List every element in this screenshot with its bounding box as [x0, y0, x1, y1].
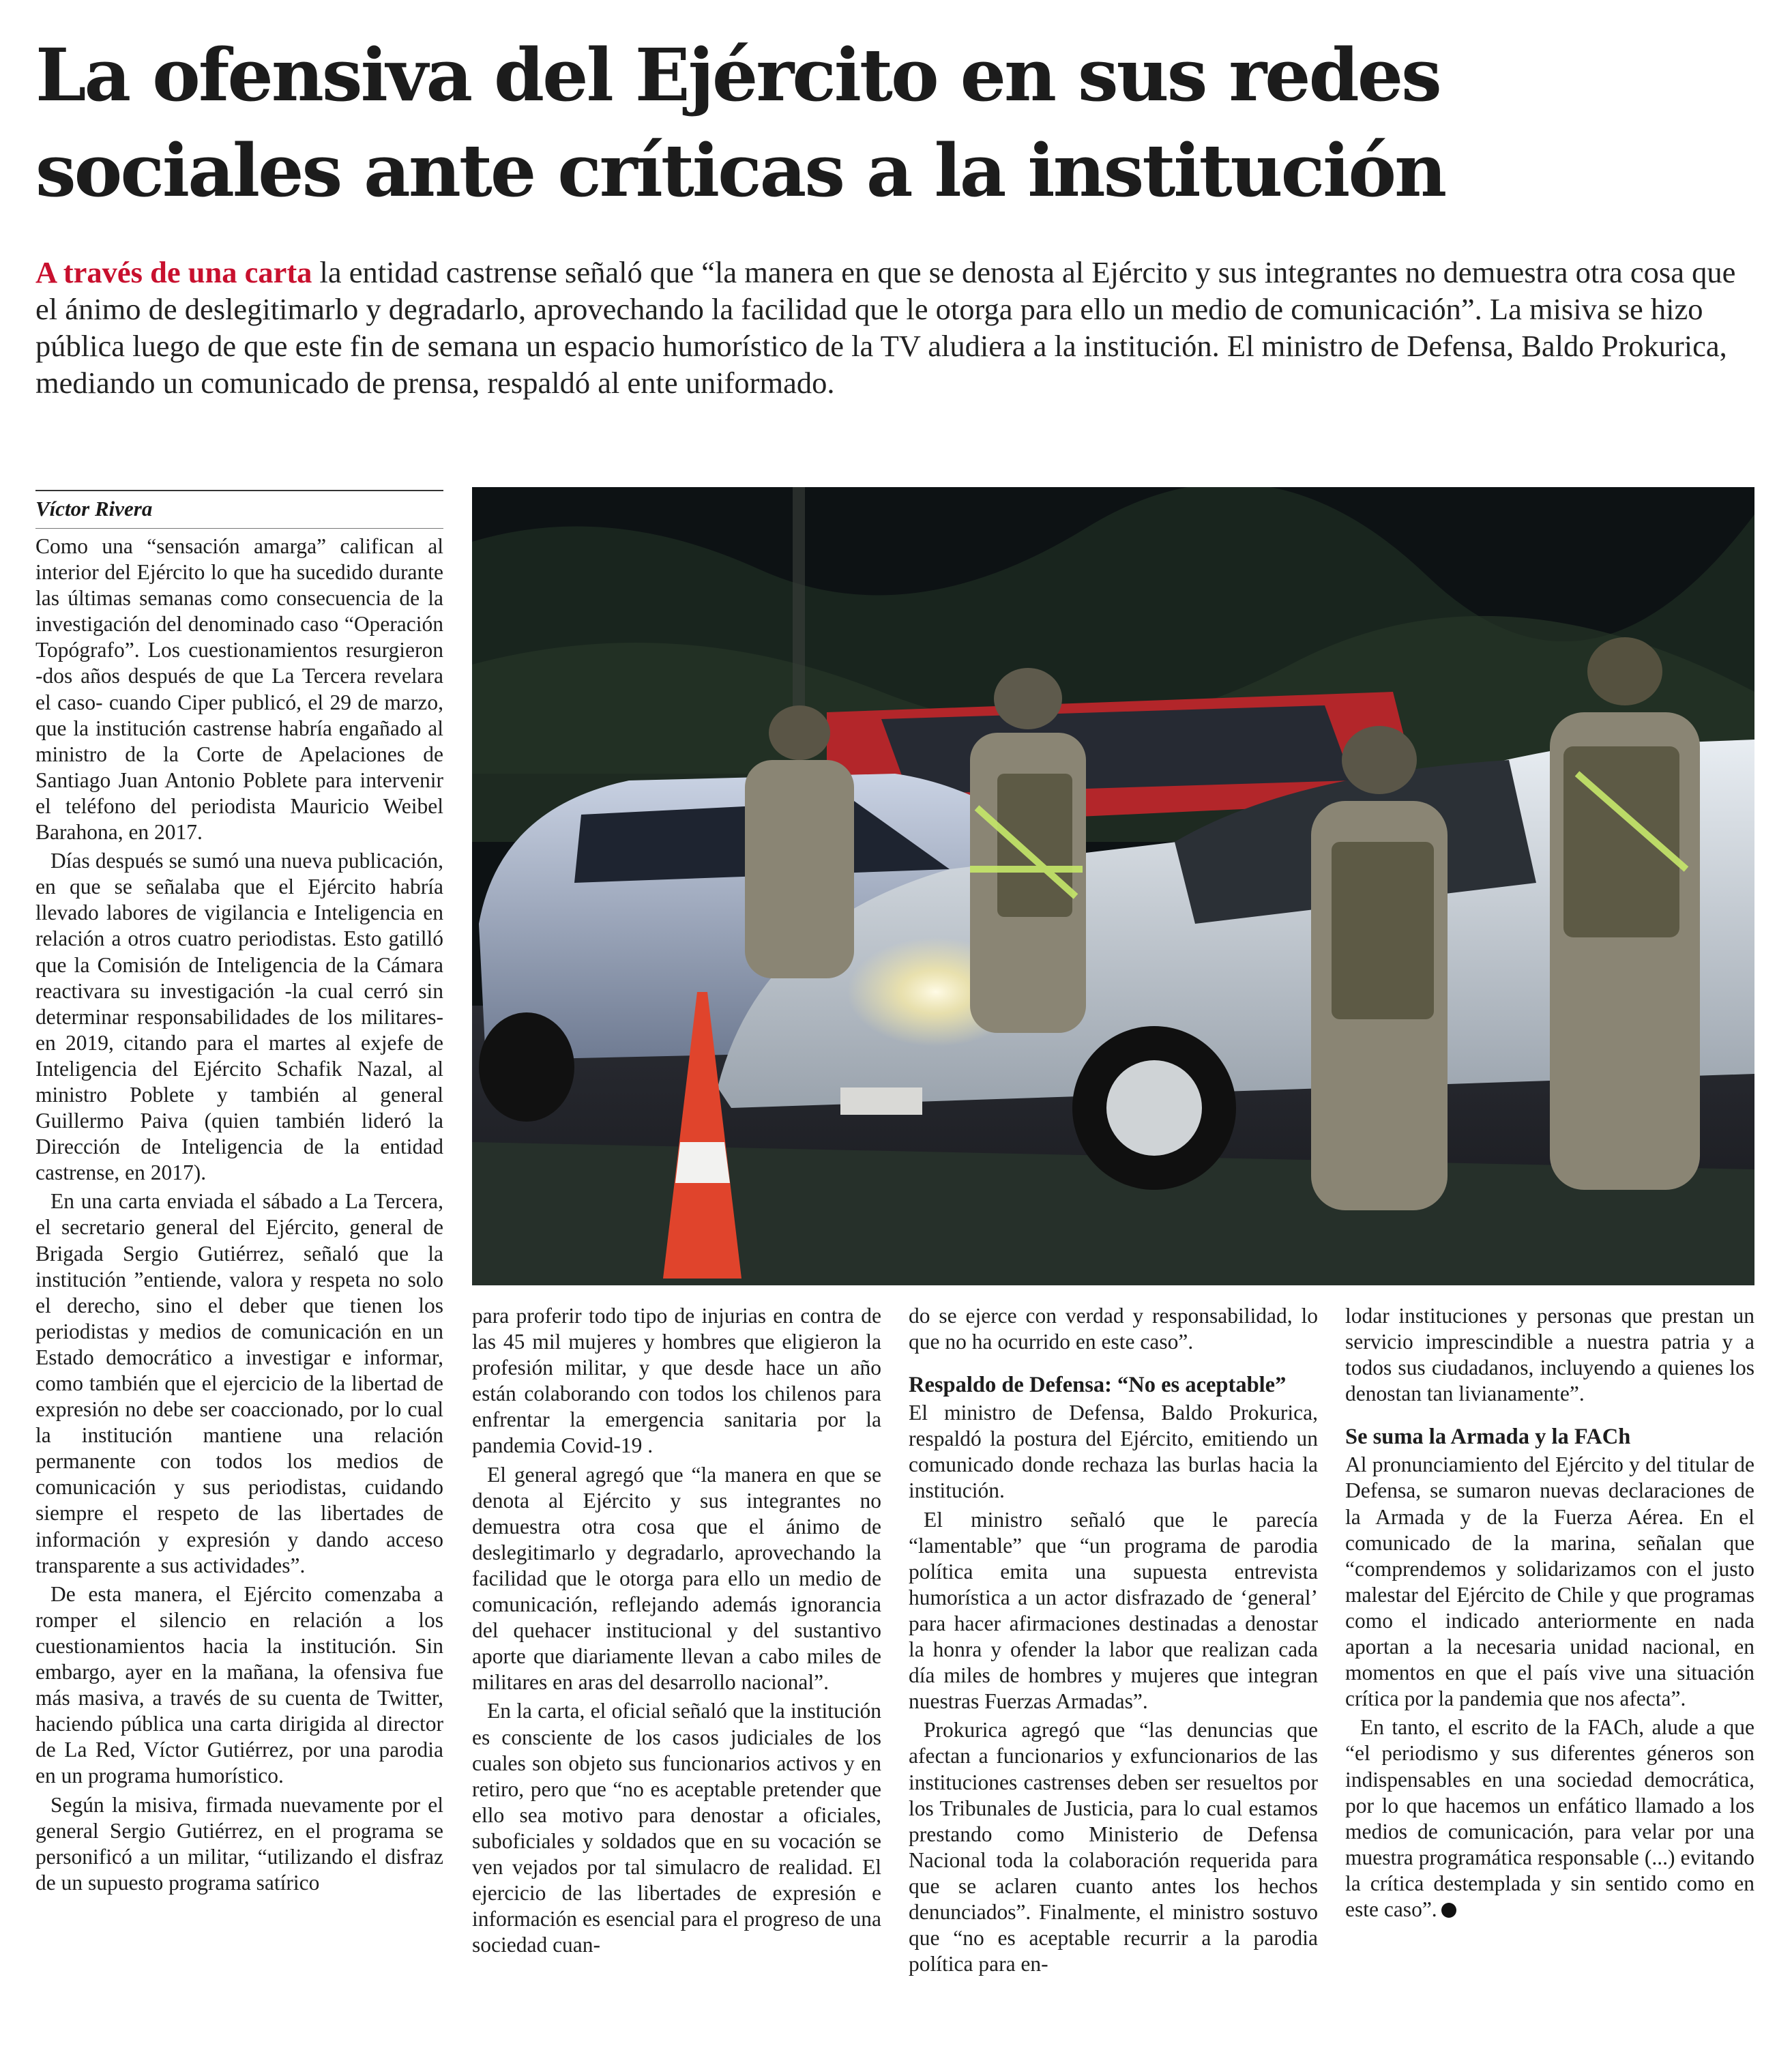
body-paragraph: lodar instituciones y personas que prestan un servicio imprescindible a nuestra patria y a todos sus ciudadanos, incluyendo a quienes los denostan tan livianamente”. [1345, 1304, 1754, 1406]
subheading-defensa: Respaldo de Defensa: “No es aceptable” [909, 1373, 1287, 1398]
headline-line-1: La ofensiva del Ejército en sus redes [35, 32, 1440, 117]
article-photo [472, 487, 1754, 1285]
body-paragraph-final [1345, 1714, 1754, 1923]
byline-bottom-rule [35, 528, 443, 529]
body-paragraph: El general agregó que “la manera en que se denota al Ejército y sus integrantes no demuestra otra cosa que el ánimo de deslegitimarlo y degradarlo, aprovechando la facilidad que le otorga para ello un medio de comunicación, reflejando además ignorancia del quehacer institucional y del sustantivo aporte que diariamente llevan a cabo miles de militares en aras del desarrollo nacional”. [472, 1462, 881, 1695]
subheading-armada-fach: Se suma la Armada y la FACh [1345, 1425, 1631, 1450]
body-paragraph: Días después se sumó una nueva publicación, en que se señalaba que el Ejército habría llevado labores de vigilancia e Inteligencia en relación a otros cuatro periodistas. Esto gatilló que la Comisión de Inteligencia de la Cámara reactivara su investigación -la cual cerró sin determinar responsabilidades de los militares- en 2019, citando para el martes al exjefe de Inteligencia del Ejército Schafik Nazal, al ministro Poblete y también al general Guillermo Paiva (quien también lideró la Dirección de Inteligencia de la entidad castrense, en 2017). [35, 849, 443, 1185]
end-of-article-icon [1441, 1903, 1456, 1918]
byline-block [35, 490, 443, 529]
body-paragraph: El ministro de Defensa, Baldo Prokurica, respaldó la postura del Ejército, emitiendo un comunicado donde rechaza las burlas hacia la institución. [909, 1401, 1318, 1503]
body-paragraph: De esta manera, el Ejército comenzaba a romper el silencio en relación a los cuestionamientos hacia la institución. Sin embargo, ayer en la mañana, la ofensiva fue más masiva, a través de su cuenta de Twitter, haciendo pública una carta dirigida al director de La Red, Víctor Gutiérrez, por una parodia en un programa humorístico. [35, 1581, 443, 1788]
article-column-4 [1345, 1303, 1754, 1925]
headline-line-2: sociales ante críticas a la institución [35, 128, 1445, 213]
body-paragraph: Como una “sensación amarga” califican al interior del Ejército lo que ha sucedido durante las últimas semanas como consecuencia de la investigación del denominado caso “Operación Topógrafo”. Los cuestionamientos resurgieron -dos años después de que La Tercera revelara el caso- cuando Ciper publicó, el 29 de marzo, que la institución castrense habría engañado al ministro de la Corte de Apelaciones de Santiago Juan Antonio Poblete para intervenir el teléfono del periodista Mauricio Weibel Barahona, en 2017. [35, 534, 443, 845]
article-column-2 [472, 1303, 881, 1961]
body-paragraph: En la carta, el oficial señaló que la institución es consciente de los casos judiciales de los cuales son objeto sus funcionarios activos y en retiro, pero que “no es aceptable pretender que ello sea motivo para denostar a oficiales, suboficiales y soldados que en su vocación se ven vejados por tal simulacro de realidad. El ejercicio de las libertades de expresión e información es esencial para el progreso de una sociedad cuan- [472, 1699, 881, 1957]
body-paragraph: Prokurica agregó que “las denuncias que afectan a funcionarios y exfuncionarios de las instituciones castrenses deben ser resueltos por los Tribunales de Justicia, para lo cual estamos prestando como Ministerio de Defensa Nacional toda la colaboración requerida para que se aclaren cuanto antes los hechos denunciados”. Finalmente, el ministro sostuvo que “no es aceptable recurrir a la parodia política para en- [909, 1718, 1318, 1976]
body-paragraph: do se ejerce con verdad y responsabilidad, lo que no ha ocurrido en este caso”. [909, 1304, 1318, 1354]
body-paragraph: El ministro señaló que le parecía “lamentable” que “un programa de parodia política emita una supuesta entrevista humorística a un actor disfrazado de ‘general’ para hacer afirmaciones destinadas a denostar la honra y ofender la labor que realizan cada día miles de hombres y mujeres que integran nuestras Fuerzas Armadas”. [909, 1507, 1318, 1714]
body-paragraph: Según la misiva, firmada nuevamente por el general Sergio Gutiérrez, en el programa se personificó a un militar, “utilizando el disfraz de un supuesto programa satírico [35, 1792, 443, 1895]
final-text: En tanto, el escrito de la FACh, alude a que “el periodismo y sus diferentes géneros son indispensables en una sociedad democrática, por lo que hacemos un enfático llamado a los medios de comunicación, para velar por una muestra programática responsable (...) evitando la crítica destemplada y sin sentido como en este caso”. [1345, 1715, 1754, 1921]
byline: Víctor Rivera [35, 497, 153, 521]
body-paragraph: para proferir todo tipo de injurias en contra de las 45 mil mujeres y hombres que eligieron la profesión militar, y que desde hace un año están colaborando con todos los chilenos para enfrentar la emergencia sanitaria por la pandemia Covid-19 . [472, 1304, 881, 1458]
body-paragraph: En una carta enviada el sábado a La Tercera, el secretario general del Ejército, general de Brigada Sergio Gutiérrez, señaló que la institución ”entiende, valora y respeta no solo el derecho, sino el deber que tienen los periodistas y medios de comunicación en un Estado democrático a investigar e informar, como también que el ejercicio de la libertad de expresión no debe ser coaccionado, por lo cual la institución mantiene una relación permanente con todos los medios de comunicación y sus periodistas, cuidando siempre el respeto de las libertades de información y expresión y dando acceso transparente a sus actividades”. [35, 1189, 443, 1577]
article-column-1 [35, 534, 443, 1899]
body-paragraph: Al pronunciamiento del Ejército y del titular de Defensa, se sumaron nuevas declaraciones de la Armada y de la Fuerza Aérea. En el comunicado de la marina, señalan que “comprendemos y solidarizamos con el justo malestar del Ejército de Chile y que programas como el indicado anteriormente en nada aportan a la necesaria unidad nacional, en momentos en que el país vive una situación crítica por la pandemia que nos afecta”. [1345, 1452, 1754, 1711]
lead-paragraph [35, 254, 1754, 401]
night-checkpoint-photo-icon [472, 487, 1754, 1285]
lead-text: la entidad castrense señaló que “la manera en que se denosta al Ejército y sus integrantes no demuestra otra cosa que el ánimo de deslegitimarlo y degradarlo, aprovechando la facilidad que le otorga para ello un medio de comunicación”. La misiva se hizo pública luego de que este fin de semana un espacio humorístico de la TV aludiera a la institución. El ministro de Defensa, Baldo Prokurica, mediando un comunicado de prensa, respaldó al ente uniformado. [35, 255, 1736, 400]
headline [35, 27, 1768, 218]
article-column-3 [909, 1303, 1318, 1980]
lead-kicker: A través de una carta [35, 255, 312, 289]
byline-top-rule [35, 490, 443, 491]
